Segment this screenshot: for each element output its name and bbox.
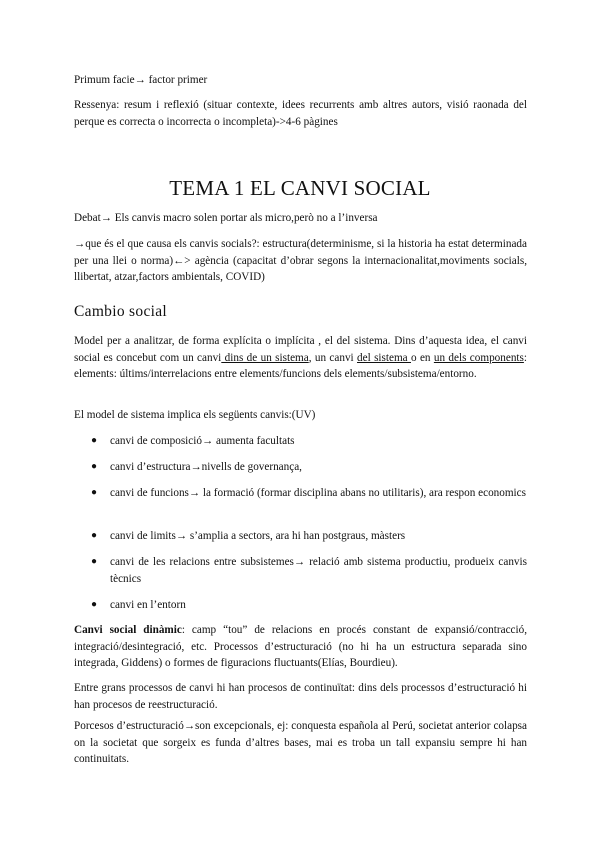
list-item: ● canvi en l’entorn [74, 597, 527, 614]
bullet-dot-icon: ● [91, 461, 98, 472]
model-text-2: , un canvi [308, 351, 358, 364]
ressenya-paragraph: Ressenya: resum i reflexió (situar contexte, idees recurrents amb altres autors, visió raonada del perque es correcta o incorrecta o incompleta)->4-6 pàgines [74, 99, 527, 128]
bullet-dot-icon: ● [91, 556, 98, 567]
underlined-components: un dels components [433, 351, 524, 364]
section-heading: Cambio social [74, 303, 168, 320]
bullet-dot-icon: ● [91, 530, 98, 541]
question-paragraph: →que és el que causa els canvis socials?: estructura(determinisme, si la historia ha estat determinada per una llei o norma)←> agència (capacitat d’obrar segons la internacionalitat,moviments socials, llibertat, atzar,factors ambientals, COVID) [74, 238, 527, 283]
dinamic-text: : camp “tou” de relacions en procés constant de expansió/contracció, integració/desintegració, etc. Processos d’estructuració (no hi ha un estructura separada sino integrada, Giddens) o formes de figuracions fluctuants(Elías, Bourdieu). [74, 624, 528, 669]
list-item: ● canvi de composició→ aumenta facultats [74, 433, 527, 450]
page-title: TEMA 1 EL CANVI SOCIAL [169, 176, 431, 200]
underlined-del-sistema: del sistema [357, 351, 411, 364]
model-text-4: : elements: últims/interrelacions entre elements/funcions dels elements/subsistema/entorno. [74, 351, 527, 380]
bullet-dot-icon: ● [91, 487, 98, 498]
bullet-dot-icon: ● [91, 599, 98, 610]
entre-paragraph: Entre grans processos de canvi hi han procesos de continuïtat: dins dels processos d’estructuració hi han procesos de reestructuració. [74, 682, 527, 711]
model-text-1: Model per a analitzar, de forma explícita o implícita , el del sistema. Dins d’aquesta idea, el canvi social es concebut com un canvi [74, 335, 527, 364]
model-text-3: o en [410, 351, 434, 364]
debat-line: Debat→ Els canvis macro solen portar als micro,però no a l’inversa [74, 212, 378, 224]
bullet-dot-icon: ● [91, 435, 98, 446]
primum-line: Primum facie→ factor primer [74, 74, 208, 86]
porcesos-paragraph: Porcesos d’estructuració→son excepcionals, ej: conquesta española al Perú, societat anterior colapsa on la societat que sorgeix es funda d’altres bases, mai es troba un tall expansiu sempre hi han continuitats. [74, 720, 527, 765]
list-item: ● canvi de funcions→ la formació (formar disciplina abans no utilitaris), ara respon economics [74, 485, 527, 502]
list-item: ● canvi de les relacions entre subsistemes→ relació amb sistema productiu, produeix canvis tècnics [91, 556, 527, 585]
list-item: ● canvi d’estructura→nivells de governança, [74, 459, 527, 476]
model-intro-line: El model de sistema implica els següents canvis:(UV) [74, 409, 316, 421]
dinamic-term: Canvi social dinàmic [74, 624, 182, 636]
dinamic-paragraph [74, 622, 527, 672]
list-item: ● canvi de limits→ s’amplia a sectors, ara hi han postgraus, màsters [74, 528, 527, 545]
model-paragraph [74, 333, 527, 383]
underlined-dins-sistema: dins de un sistema [221, 351, 309, 364]
